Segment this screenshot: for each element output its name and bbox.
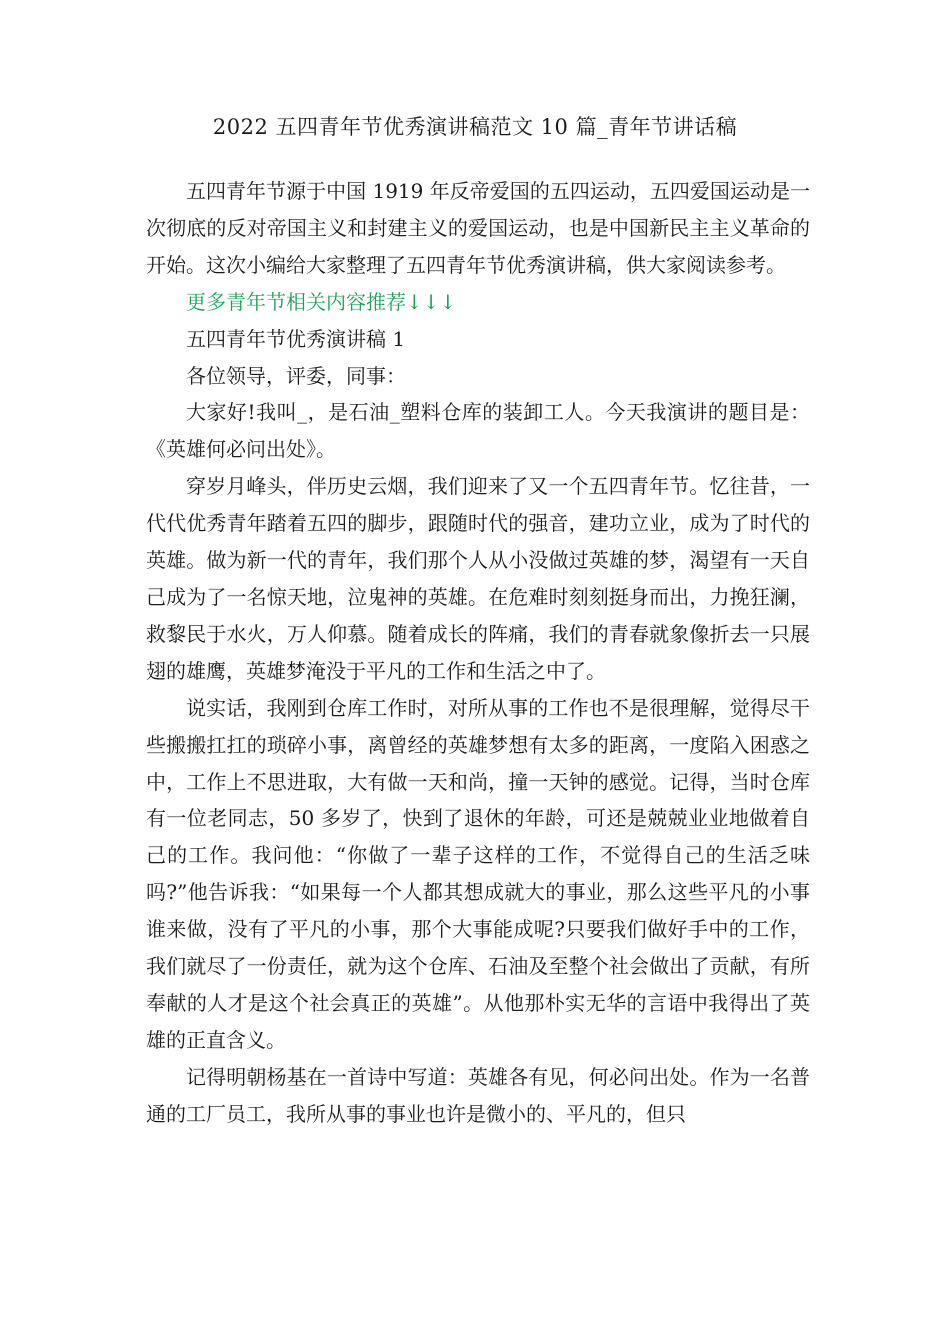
body-paragraph: 记得明朝杨基在一首诗中写道：英雄各有见，何必问出处。作为一名普通的工厂员工，我所从事的事业也许是微小的、平凡的，但只 <box>146 1064 810 1126</box>
salutation-paragraph: 各位领导，评委，同事： <box>186 363 406 388</box>
body-paragraph: 说实话，我刚到仓库工作时，对所从事的工作也不是很理解，觉得尽干些搬搬扛扛的琐碎小事，离曾经的英雄梦想有太多的距离，一度陷入困惑之中，工作上不思进取，大有做一天和尚，撞一天钟的感觉。记得，当时仓库有一位老同志，50 多岁了，快到了退休的年龄，可还是兢兢业业地做着自己的工作。我问他：“你做了一辈子这样的工作，不觉得自己的生活乏味吗?”他告诉我：“如果每一个人都其想成就大的事业，那么这些平凡的小事谁来做，没有了平凡的小事，那个大事能成呢?只要我们做好手中的工作，我们就尽了一份责任，就为这个仓库、石油及至整个社会做出了贡献，有所奉献的人才是这个社会真正的英雄”。从他那朴实无华的言语中我得出了英雄的正直含义。 <box>146 695 810 1052</box>
greeting-paragraph: 大家好!我叫_，是石油_塑料仓库的装卸工人。今天我演讲的题目是：《英雄何必问出处》。 <box>146 400 810 462</box>
document-title: 2022 五四青年节优秀演讲稿范文 10 篇_青年节讲话稿 <box>212 115 738 139</box>
speech-heading: 五四青年节优秀演讲稿 1 <box>186 326 406 351</box>
document-body <box>146 173 810 1133</box>
related-content-link[interactable]: 更多青年节相关内容推荐↓↓↓ <box>186 289 457 314</box>
body-paragraph: 穿岁月峰头，伴历史云烟，我们迎来了又一个五四青年节。忆往昔，一代代优秀青年踏着五四的脚步，跟随时代的强音，建功立业，成为了时代的英雄。做为新一代的青年，我们那个人从小没做过英雄的梦，渴望有一天自己成为了一名惊天地，泣鬼神的英雄。在危难时刻刻挺身而出，力挽狂澜，救黎民于水火，万人仰慕。随着成长的阵痛，我们的青春就象像折去一只展翅的雄鹰，英雄梦淹没于平凡的工作和生活之中了。 <box>146 474 810 683</box>
intro-paragraph: 五四青年节源于中国 1919 年反帝爱国的五四运动，五四爱国运动是一次彻底的反对帝国主义和封建主义的爱国运动，也是中国新民主主义革命的开始。这次小编给大家整理了五四青年节优秀演讲稿，供大家阅读参考。 <box>146 179 810 277</box>
